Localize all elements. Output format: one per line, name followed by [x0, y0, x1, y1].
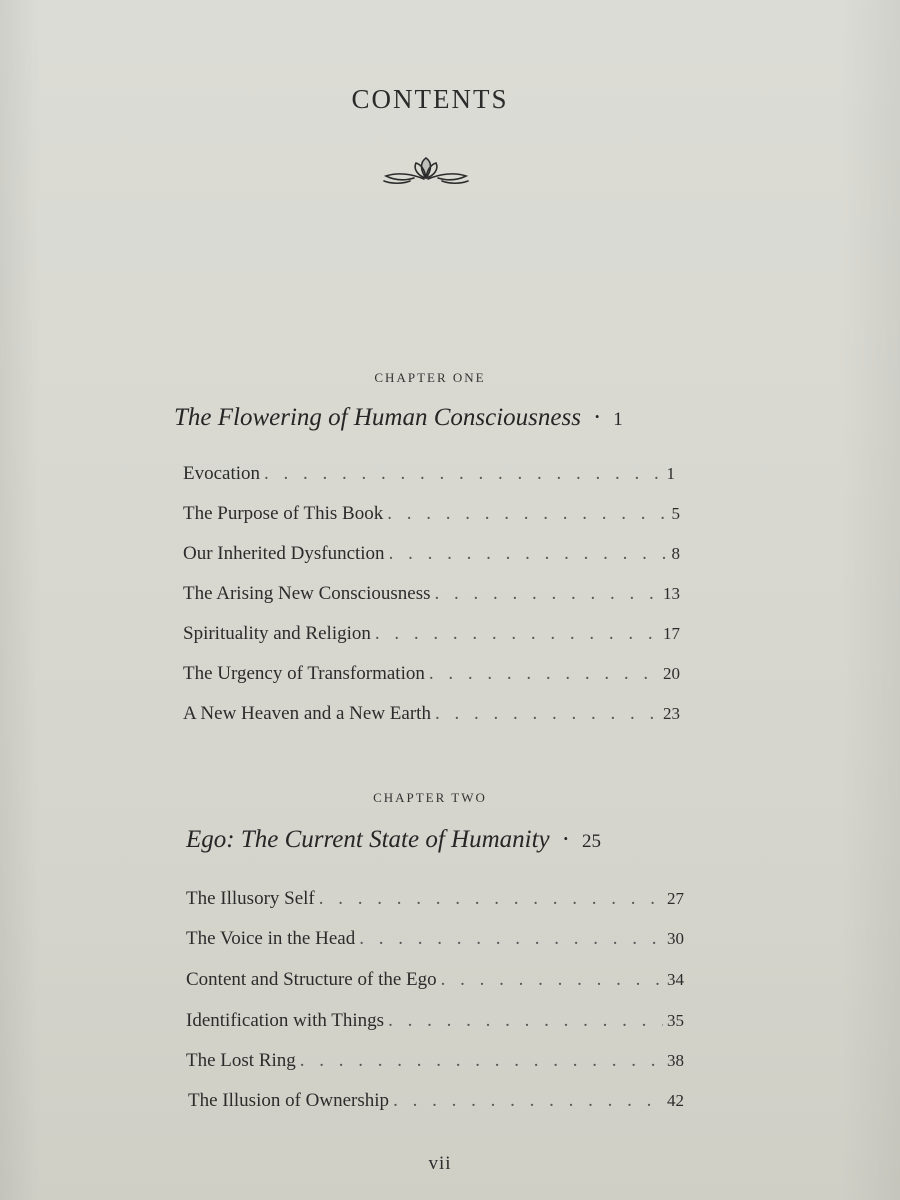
toc-entry[interactable]: [186, 1010, 684, 1032]
toc-entry-page: 38: [667, 1051, 684, 1070]
dot-leader: [393, 1090, 663, 1112]
dot-leader: [435, 703, 659, 725]
toc-entry-page: 20: [663, 664, 680, 683]
chapter-heading-title: Ego: The Current State of Humanity: [186, 826, 550, 853]
toc-entry[interactable]: [183, 543, 680, 565]
chapter-heading: [186, 826, 601, 854]
page-edge-shadow: [840, 0, 900, 1200]
dot-leader: [319, 888, 663, 910]
dot-leader: [375, 623, 659, 645]
toc-entry-page: 35: [667, 1011, 684, 1030]
toc-entry[interactable]: [183, 463, 675, 485]
toc-entry[interactable]: [186, 1050, 684, 1072]
toc-entry-title: Spirituality and Religion: [183, 623, 371, 644]
dot-leader: [435, 583, 659, 605]
toc-entry-title: The Lost Ring: [186, 1050, 296, 1071]
dot-leader: [389, 543, 668, 565]
toc-entry-title: The Arising New Consciousness: [183, 583, 431, 604]
toc-entry-page: 1: [666, 464, 675, 483]
toc-entry-page: 17: [663, 624, 680, 643]
toc-entry[interactable]: [188, 1090, 684, 1112]
toc-entry[interactable]: [186, 888, 684, 910]
toc-entry-page: 30: [667, 929, 684, 948]
toc-entry[interactable]: [183, 623, 680, 645]
chapter-heading-separator: ·: [592, 404, 602, 431]
chapter-heading-separator: ·: [561, 826, 570, 853]
dot-leader: [429, 663, 659, 685]
toc-entry-title: Our Inherited Dysfunction: [183, 543, 385, 564]
chapter-label: CHAPTER ONE: [374, 370, 486, 385]
dot-leader: [441, 969, 663, 991]
toc-entry[interactable]: [183, 663, 680, 685]
toc-entry-page: 13: [663, 584, 680, 603]
toc-entry-page: 5: [671, 504, 680, 523]
toc-entry[interactable]: [186, 928, 684, 950]
toc-entry-page: 42: [667, 1091, 684, 1110]
toc-entry-title: The Illusory Self: [186, 888, 315, 909]
chapter-heading-page: 1: [613, 409, 623, 430]
toc-entry-title: The Illusion of Ownership: [188, 1090, 390, 1111]
contents-title: CONTENTS: [351, 84, 509, 114]
dot-leader: [359, 928, 663, 950]
toc-entry-title: A New Heaven and a New Earth: [183, 703, 431, 724]
toc-entry-page: 27: [667, 889, 684, 908]
toc-entry[interactable]: [183, 583, 680, 605]
toc-entry[interactable]: [183, 703, 680, 725]
toc-entry-title: The Voice in the Head: [186, 928, 356, 949]
toc-entry-page: 8: [671, 544, 680, 563]
toc-entry[interactable]: [183, 503, 680, 525]
dot-leader: [388, 1010, 663, 1032]
dot-leader: [387, 503, 667, 525]
toc-entry-title: Evocation: [183, 463, 261, 484]
toc-entry-title: The Urgency of Transformation: [183, 663, 425, 684]
toc-entry-title: The Purpose of This Book: [183, 503, 384, 524]
chapter-heading-page: 25: [581, 831, 601, 852]
toc-entry-title: Identification with Things: [186, 1010, 385, 1031]
toc-entry-page: 23: [663, 704, 680, 723]
toc-entry-title: Content and Structure of the Ego: [186, 969, 437, 990]
toc-entry[interactable]: [186, 969, 684, 991]
dot-leader: [264, 463, 662, 485]
chapter-heading-title: The Flowering of Human Consciousness: [174, 404, 581, 431]
chapter-label: CHAPTER TWO: [373, 790, 487, 805]
page-number-folio: vii: [428, 1153, 452, 1174]
page-gutter-shadow: [0, 0, 40, 1200]
leaf-flourish-icon: [380, 154, 472, 188]
toc-entry-page: 34: [667, 970, 684, 989]
dot-leader: [300, 1050, 663, 1072]
chapter-heading: [174, 404, 623, 432]
